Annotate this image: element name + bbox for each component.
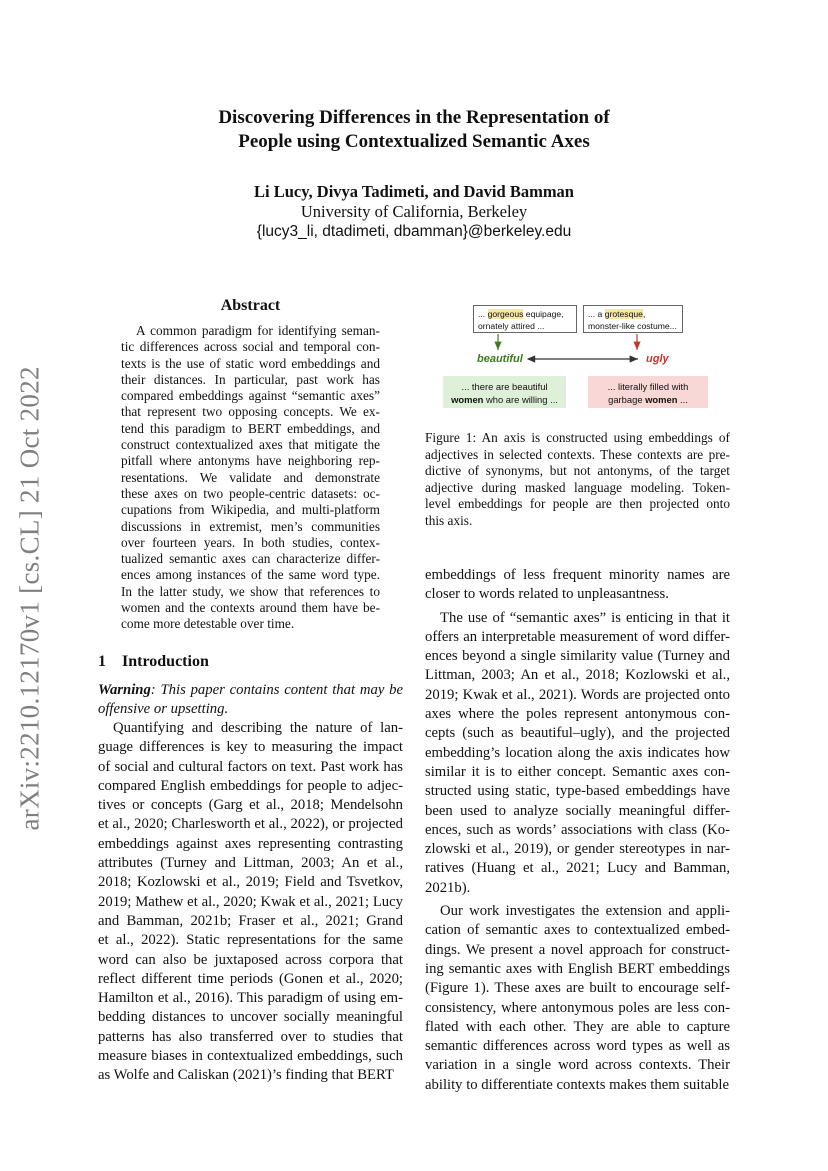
body-line: Hamilton et al., 2016). This paradigm of using em- (98, 990, 403, 1007)
context-grotesque-line-1: ... a grotesque, (588, 309, 646, 319)
abstract-line: A common paradigm for identifying seman- (136, 323, 380, 338)
highlight-gorgeous: gorgeous (487, 309, 524, 319)
abstract-line: women and the contexts around them have be- (121, 600, 380, 616)
warning-line-2: offensive or upsetting. (98, 701, 229, 718)
abstract-body (121, 323, 380, 633)
body-line: offers an interpretable measurement of word differ- (425, 628, 730, 645)
pole-beautiful: beautiful (477, 353, 523, 365)
body-line: tives or concepts (Garg et al., 2018; Mendelsohn (98, 797, 403, 814)
author-emails: {lucy3_li, dtadimeti, dbamman}@berkeley.edu (256, 223, 572, 240)
caption-line: adjectives in selected contexts. These contexts are pre- (425, 446, 730, 462)
body-line: consistency, where antonymous poles are less con- (425, 999, 730, 1016)
abstract-line: ences among instances of the same word type. (121, 567, 380, 583)
body-line: Our work investigates the extension and appli- (440, 903, 730, 920)
body-line: guage differences is key to measuring the impact (98, 739, 403, 756)
abstract-line: compared embeddings against “semantic axes” (121, 388, 380, 404)
body-line: The use of “semantic axes” is enticing in that it (440, 609, 730, 626)
context-gorgeous-line-1: ... gorgeous equipage, (478, 309, 564, 319)
body-line: ratives (Huang et al., 2021; Lucy and Bamman, (425, 860, 730, 877)
body-line: reflect different time periods (Gonen et al., 2020; (98, 970, 403, 987)
body-line: bedding distances to uncover socially meaningful (98, 1009, 403, 1026)
body-line: ability to differentiate contexts makes them suitable (425, 1076, 729, 1093)
context-grotesque-line-2: monster-like costume... (588, 321, 677, 331)
body-line: ences beyond a single similarity value (Turney and (425, 648, 730, 665)
body-line: closer to words related to unpleasantness. (425, 586, 669, 603)
abstract-line: cupations from Wikipedia, and multi-platform (121, 502, 380, 518)
body-line: 2019; Mathew et al., 2020; Kwak et al., 2021; Lucy (98, 893, 403, 910)
body-line: and Bamman, 2021b; Fraser et al., 2021; Grand (98, 912, 403, 929)
caption-line: dictive of synonyms, but not antonyms, of the target (425, 463, 730, 478)
body-line: embedding’s location along the axis indicates how (425, 744, 730, 761)
introduction-body (98, 719, 403, 1086)
pole-ugly: ugly (646, 353, 669, 365)
body-line: embeddings of less frequent minority names are (425, 567, 730, 583)
body-line: Quantifying and describing the nature of lan- (113, 720, 403, 736)
abstract-line: construct contextualized axes that mitigate the (121, 437, 380, 453)
body-line: word can also be juxtaposed across corpora that (98, 951, 403, 968)
caption-line: adjective during masked language modeling. Token- (425, 479, 730, 495)
context-box-garbage-women: ... literally filled with garbage women ... (588, 376, 708, 408)
paper-title (0, 106, 828, 154)
body-line: as Wolfe and Caliskan (2021)’s finding that BERT (98, 1067, 394, 1084)
abstract-line: resentations. We validate and demonstrate (121, 469, 380, 485)
abstract-line: texts is the use of static word embeddings and (121, 355, 380, 371)
abstract-line: In the latter study, we show that references to (121, 583, 380, 599)
abstract-line: discussions in extremist, men’s communities (121, 518, 380, 534)
section-heading (98, 653, 209, 671)
abstract-line: tic differences across social and temporal con- (121, 339, 380, 355)
highlight-grotesque: grotesque (604, 309, 643, 319)
body-line: et al., 2022). Static representations for the same (98, 932, 403, 949)
abstract-line: tend this paradigm to BERT embeddings, and (121, 420, 380, 436)
warning-line-1: Warning: This paper contains content that may be (98, 682, 403, 698)
body-line: dings. We present a novel approach for construct- (425, 941, 730, 958)
section-number: 1 (98, 653, 106, 670)
abstract-line: that represent two opposing concepts. We ex- (121, 404, 380, 420)
right-column-body (425, 566, 730, 1095)
target-word-women: women (645, 394, 678, 405)
body-line: Littman, 2003; An et al., 2018; Kozlowski et al., (425, 667, 730, 684)
abstract-heading: Abstract (220, 297, 281, 314)
target-word-women: women (451, 394, 484, 405)
body-line: patterns has also transferred over to studies that (98, 1028, 403, 1045)
caption-line: this axis. (425, 512, 473, 528)
context-box-beautiful-women: ... there are beautiful women who are willing ... (443, 376, 566, 408)
body-line: variation in a single word across contexts. Their (425, 1057, 730, 1074)
body-line: ing semantic axes with English BERT embeddings (425, 960, 730, 977)
title-line-2: People using Contextualized Semantic Axes (238, 131, 590, 152)
body-line: axes where the poles represent antonymous con- (425, 706, 730, 723)
context-gorgeous-line-2: ornately attired ... (478, 321, 545, 331)
body-line: 2021b). (425, 879, 471, 896)
body-line: 2018; Kozlowski et al., 2019; Field and Tsvetkov, (98, 874, 403, 891)
body-line: cation of semantic axes to contextualized embed- (425, 922, 730, 939)
arxiv-identifier: arXiv:2210.12170v1 [cs.CL] 21 Oct 2022 (14, 366, 45, 831)
body-line: (Figure 1). These axes are built to encourage self- (425, 980, 730, 997)
body-line: ences, such as words’ associations with class (Ko- (425, 821, 730, 838)
abstract-line: over fourteen years. In both studies, contex- (121, 534, 380, 550)
abstract-line: their distances. In particular, past work has (121, 371, 380, 387)
abstract-line: tualized semantic axes can characterize differ- (121, 551, 380, 567)
body-line: embeddings against axes representing contrasting (98, 835, 403, 852)
body-line: flated with each other. They are able to capture (425, 1018, 730, 1035)
body-line: measure biases in contextualized embeddings, such (98, 1048, 403, 1065)
body-line: semantic differences across word types as well as (425, 1038, 730, 1055)
body-line: cepts (such as beautiful–ugly), and the projected (425, 725, 730, 742)
body-line: zlowski et al., 2019), or gender stereotypes in nar- (425, 841, 730, 858)
author-names: Li Lucy, Divya Tadimeti, and David Bamman (254, 182, 574, 201)
body-line: structed using static, type-based embeddings have (425, 783, 730, 800)
body-line: been used to analyze socially meaningful differ- (425, 802, 730, 819)
warning-label: Warning (98, 682, 151, 698)
title-line-1: Discovering Differences in the Representation of (218, 107, 610, 128)
body-line: et al., 2020; Charlesworth et al., 2022), or projected (98, 816, 403, 833)
affiliation: University of California, Berkeley (300, 202, 528, 221)
caption-line: Figure 1: An axis is constructed using embeddings of (425, 430, 730, 445)
abstract-line: pitfall where antonyms have neighboring rep- (121, 453, 380, 469)
body-line: compared English embeddings for people to adjec- (98, 777, 403, 794)
figure-1 (425, 300, 730, 415)
figure-caption (425, 430, 730, 529)
body-line: 2019; Kwak et al., 2021). Words are projected onto (425, 686, 730, 703)
body-line: of social and cultural factors on text. Past work has (98, 758, 403, 775)
abstract-line: come more detestable over time. (121, 616, 295, 632)
author-block (0, 182, 828, 242)
section-title: Introduction (122, 653, 209, 670)
body-line: attributes (Turney and Littman, 2003; An et al., (98, 855, 403, 872)
warning-note (98, 681, 403, 720)
body-line: similar it is to either concept. Semantic axes con- (425, 763, 730, 780)
abstract-line: these axes on two people-centric datasets: oc- (121, 485, 380, 501)
caption-line: level embeddings for people are then projected onto (425, 496, 730, 511)
